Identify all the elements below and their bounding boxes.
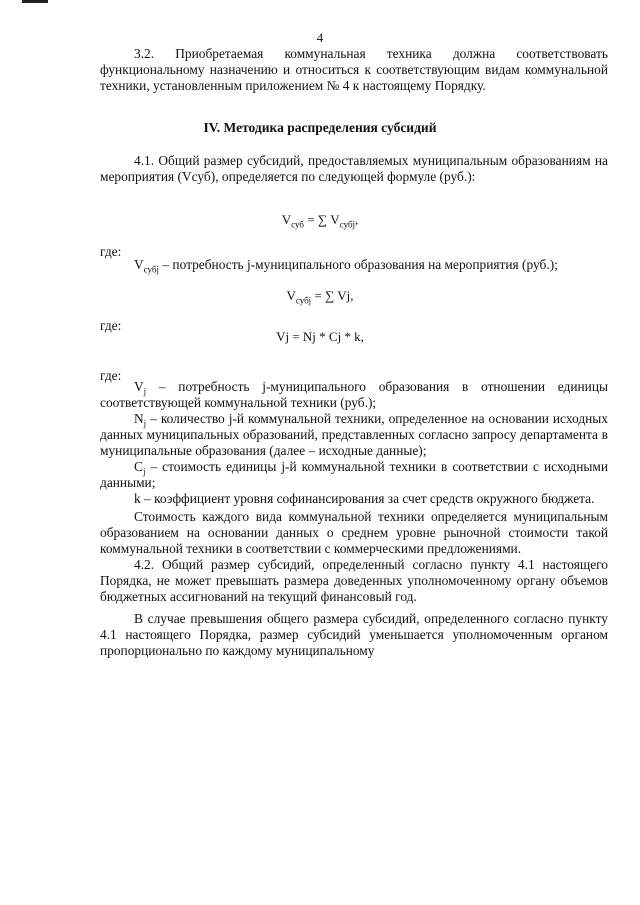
def-k-sym: k [134,491,141,506]
def-vsubj-desc: – потребность j-муниципального образования на мероприятия (руб.); [159,257,558,272]
scan-artifact [22,0,48,3]
def-vsubj [100,257,608,273]
formula-total-lhs: V [281,212,292,227]
where-label-3: где: [100,368,122,383]
def-nj-sub: j [143,418,147,429]
def-k-desc: – коэффициент уровня софинансирования за счет средств окружного бюджета. [140,491,595,506]
def-nj-desc: – количество j-й коммунальной техники, определенное на основании исходных данных муниципальных образований, представленных согласно запросу департамента в муниципальные образования (далее – исходные данные); [100,411,608,458]
section-4-1 [100,153,608,185]
def-vj-sym: V [134,379,144,394]
def-cj [100,459,608,491]
where-label-2: где: [100,318,122,333]
formula-vsubj-lhs: V [286,288,296,303]
formula-total-tail: , [355,212,359,227]
def-vj-desc: – потребность j-муниципального образования в отношении единицы соответствующей коммунальной техники (руб.); [100,379,608,410]
def-vsubj-sub: субj [143,264,160,275]
def-cj-desc: – стоимость единицы j-й коммунальной техники в соответствии с исходными данными; [100,459,608,490]
page-number: 4 [316,30,324,45]
def-nj-sym: N [134,411,144,426]
section-heading: IV. Методика распределения субсидий [203,120,437,135]
section-3-2 [100,46,608,94]
formula-total [0,212,640,228]
formula-total-rhs-sub: субj [339,219,356,230]
section-4-2: 4.2. Общий размер субсидий, определенный согласно пункту 4.1 настоящего Порядка, не может превышать размера доведенных уполномоченному органу объемов бюджетных ассигнований на текущий финансовый год. [100,557,608,604]
formula-vj: Vj = Nj * Cj * k, [276,329,364,344]
definitions-block [100,379,608,659]
excess-paragraph: В случае превышения общего размера субсидий, определенного согласно пункту 4.1 настоящего Порядка, размер субсидий уменьшается уполномоченным органом пропорционально по каждому муниципальному [100,611,608,658]
formula-total-lhs-sub: суб [291,219,304,230]
formula-vsubj-lhs-sub: субj [295,295,312,306]
cost-paragraph: Стоимость каждого вида коммунальной техники определяется муниципальным образованием на основании данных о среднем уровне рыночной стоимости такой коммунальной техники в соответствии с коммерческими предложениями. [100,509,608,556]
def-cj-sym: C [134,459,143,474]
section-3-2-text: 3.2. Приобретаемая коммунальная техника должна соответствовать функциональному назначению и относиться к соответствующим видам коммунальной техники, установленным приложением № 4 к настоящему Порядку. [100,46,608,93]
def-nj [100,411,608,459]
def-vsubj-text [100,257,608,273]
formula-vsubj [0,288,640,304]
def-k [100,491,608,507]
formula-total-eq: = ∑ V [303,212,340,227]
def-vj-sub: j [143,386,147,397]
def-cj-sub: j [142,466,146,477]
section-4-1-text: 4.1. Общий размер субсидий, предоставляемых муниципальным образованиям на мероприятия (Vсуб), определяется по следующей формуле (руб.): [100,153,608,184]
where-label-1: где: [100,244,122,259]
def-vsubj-sym: V [134,257,144,272]
formula-vsubj-eq: = ∑ Vj, [311,288,354,303]
def-vj [100,379,608,411]
